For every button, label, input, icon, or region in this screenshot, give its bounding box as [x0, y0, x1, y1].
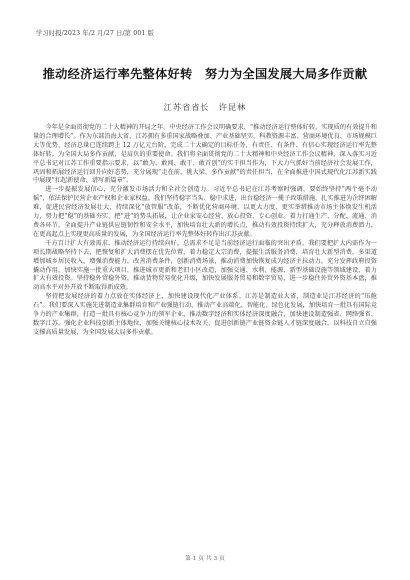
paragraph: 千方百计扩大有效需求，推动经济运行持续向好。总需求不足是当前经济运行面临的突出矛盾。我们要把扩大内需作为一项长期战略坚持下去，把恢复和扩大消费摆在优先位置，着力稳定大宗消费，提振生活服务消费，培育壮大新型消费，多渠道增加城乡居民收入，增强消费能力，改善消费条件，创新消费场景，推动消费加快恢复成为经济主拉动力。充分发挥政府投资撬动作用，加快实施一批重大项目，推进城市更新和老旧小区改造，加强交通、水利、能源、新型基础设施等领域建设，着力扩大有效投资。坚持稳外贸稳外资，推动货物贸易优化升级，加快发展服务贸易和数字贸易，进一步稳住外贸外资基本盘，推动高水平对外开放不断取得新成效。	[33, 239, 377, 292]
issue-line: 学习时报/2023 年/2 月/27 日/第 001 版	[36, 30, 155, 37]
paragraph: 今年是全面贯彻党的二十大精神的开局之年。中央经济工作会议明确要求，“推动经济运行整体好转，实现质的有效提升和量的合理增长”。作为东部沿海大省，江苏拥有多重国家战略叠加、产业基础坚实、科教资源丰富、营商环境优良、市场规模巨大等优势，经济总量已连续跨上 12 万亿元台阶，完成二十大确定的目标任务，有责任、有条件、有信心实现经济运行率先整体好转。为全国大局多作贡献，是肩负的重要使命。我们将全面贯彻党的二十大精神和中央经济工作会议精神，深入落实习近平总书记对江苏工作重要指示要求，以“敢为、敢闯、敢干、敢首创”的实干担当作为，下大力气抓好当前经济社会发展工作，巩固和拓展经济运行回升向好态势，充分展现“走在前、挑大梁、多作贡献”的责任担当，在全面推进中国式现代化江苏新实践中展现“扛起新使命、谱写新篇章”。	[33, 124, 377, 185]
paragraph: 坚持把发展经济的着力点放在实体经济上，加快建设现代化产业体系。江苏是制造业大省，制造业是江苏经济的“压舱石”。我们要深入实施先进制造业集群培育和产业强链行动，推动产业高端化、智能化、绿色化发展，加快培育一批具有国际竞争力的产业集群，打造一批具有核心竞争力的领军企业，推动数字经济和实体经济深度融合，加快建设制造强省、网络强省、数字江苏。强化企业科技创新主体地位，加强关键核心技术攻关，促进创新链产业链资金链人才链深度融合，以科技自立自强支撑高质量发展，为全国发展大局多作贡献。	[33, 293, 377, 336]
article-title: 推动经济运行率先整体好转 努力为全国发展大局多作贡献	[42, 67, 368, 81]
article-byline: 江苏省省长 许昆林	[163, 102, 247, 112]
page-number: 第 1 页 共 3 页	[185, 556, 225, 562]
article-body	[33, 124, 377, 338]
paragraph: 进一步提振发展信心，充分激发市场活力和全社会创造力。习近平总书记在江苏考察时强调，要始终坚持“两个毫不动摇”，依法保护民营企业产权和企业家权益。我们坚持稳字当头、稳中求进，出台稳经济一揽子政策措施，扎实推进为企纾困解难，促进民营经济发展壮大，持续深化“放管服”改革，不断优化营商环境，以更大力度、更实举措推动市场主体焕发生机活力，努力把“稳”的基础夯实、把“进”的势头拓展，让企业家安心经营、放心投资、专心创业。着力打通生产、分配、流通、消费各环节，全面提升产业链供应链韧性和安全水平，加快培育壮大新的增长点，推动有效投资持续扩大，充分释放消费潜力，在更高起点上实现更高质量的发展，为全国经济运行率先整体好转作出江苏贡献。	[33, 186, 377, 238]
